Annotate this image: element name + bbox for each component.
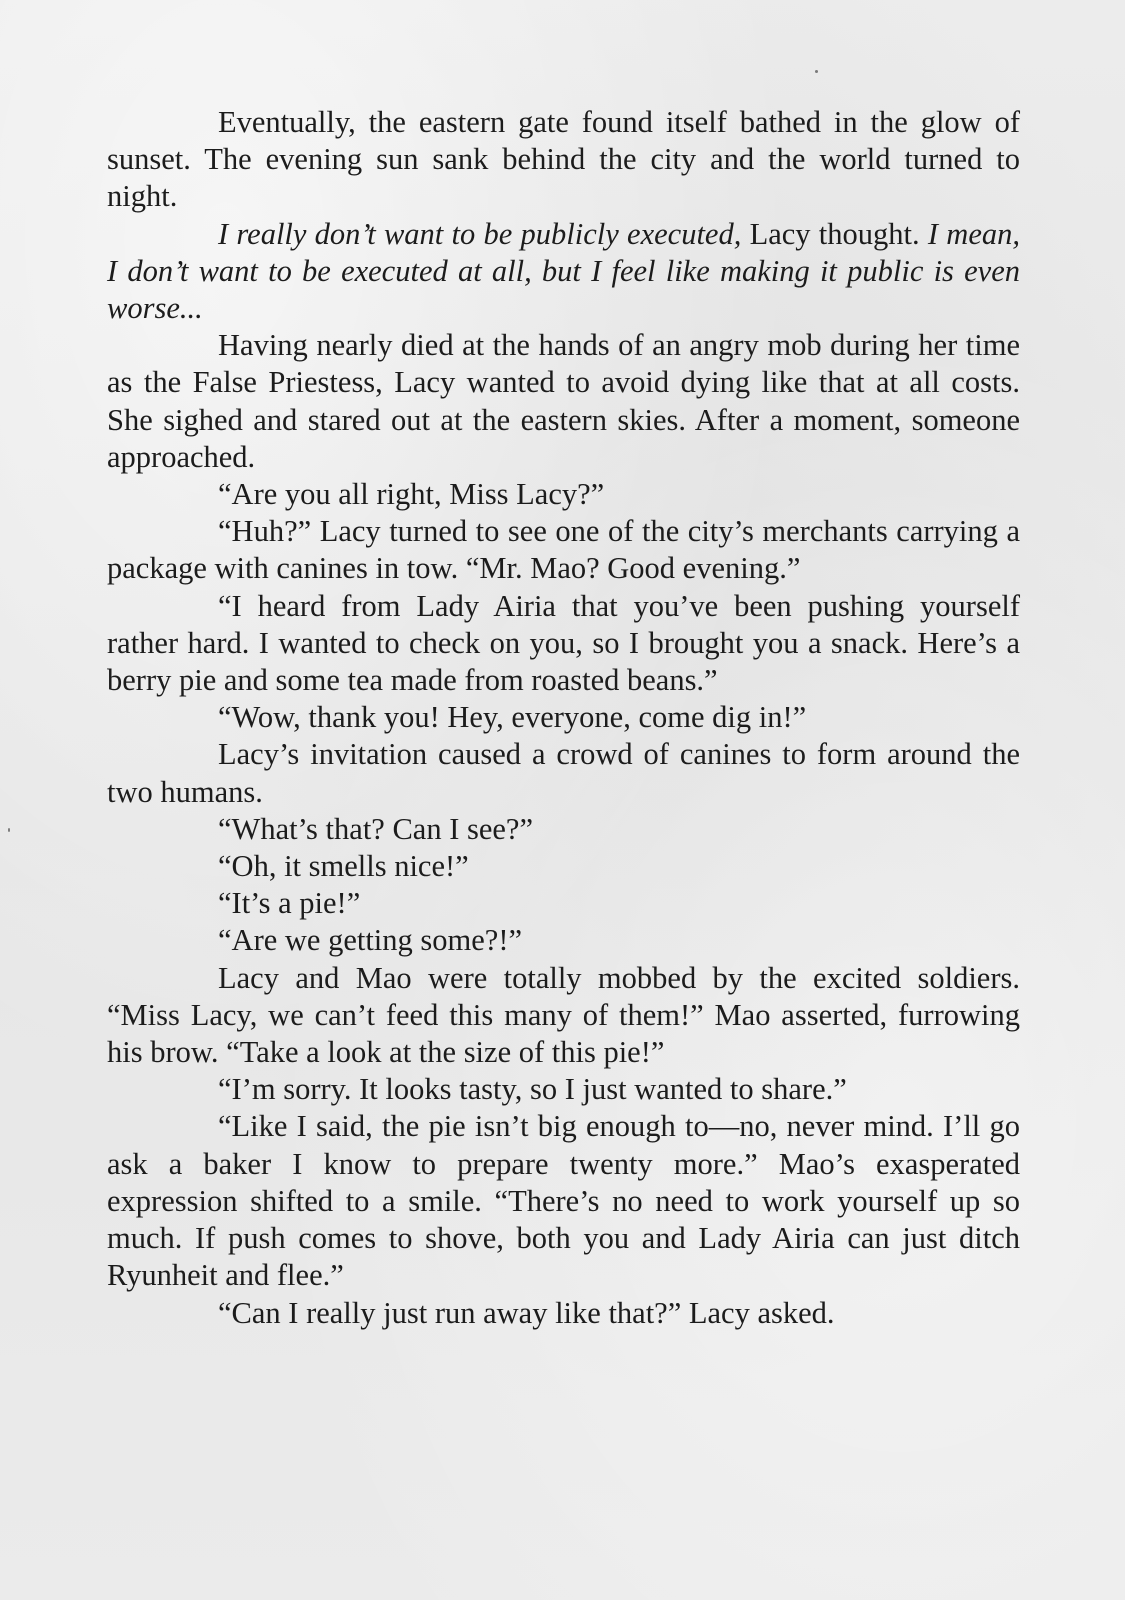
text-segment: “I’m sorry. It looks tasty, so I just wanted to share.”	[218, 1072, 847, 1107]
paragraph	[107, 848, 1020, 885]
text-segment: Lacy thought.	[741, 216, 928, 251]
paragraph	[107, 104, 1020, 216]
text-segment: “Wow, thank you! Hey, everyone, come dig in!”	[218, 700, 807, 735]
paragraph	[107, 736, 1020, 810]
text-segment-italic: I really don’t want to be publicly executed,	[218, 216, 742, 251]
text-segment: Having nearly died at the hands of an angry mob during her time as the False Priestess, Lacy wanted to avoid dying like that at all costs. She sighed and stared out at the eastern skies. After a moment, someone approached.	[107, 328, 1020, 474]
paragraph	[107, 513, 1020, 587]
paragraph	[107, 1295, 1020, 1332]
paragraph	[107, 1108, 1020, 1294]
paragraph	[107, 476, 1020, 513]
text-segment: “It’s a pie!”	[218, 886, 361, 921]
text-segment: “Huh?” Lacy turned to see one of the city’s merchants carrying a package with canines in tow. “Mr. Mao? Good evening.”	[107, 514, 1020, 586]
paragraph	[107, 327, 1020, 476]
text-segment: “Like I said, the pie isn’t big enough to—no, never mind. I’ll go ask a baker I know to prepare twenty more.” Mao’s exasperated expression shifted to a smile. “There’s no need to work yourself up so much. If push comes to shove, both you and Lady Airia can just ditch Ryunheit and flee.”	[107, 1109, 1020, 1293]
paper-speck	[8, 828, 10, 832]
text-segment: “What’s that? Can I see?”	[218, 811, 534, 846]
body-text	[107, 104, 1020, 1332]
text-segment: “Oh, it smells nice!”	[218, 849, 469, 884]
paper-speck	[815, 70, 818, 73]
paragraph	[107, 811, 1020, 848]
paragraph	[107, 588, 1020, 700]
paragraph	[107, 699, 1020, 736]
text-segment: Lacy’s invitation caused a crowd of canines to form around the two humans.	[107, 737, 1020, 809]
text-segment: “Are you all right, Miss Lacy?”	[218, 477, 605, 512]
text-segment: “I heard from Lady Airia that you’ve been pushing yourself rather hard. I wanted to check on you, so I brought you a snack. Here’s a berry pie and some tea made from roasted beans.”	[107, 588, 1020, 698]
text-segment: Eventually, the eastern gate found itself bathed in the glow of sunset. The evening sun sank behind the city and the world turned to night.	[107, 105, 1020, 214]
paragraph	[107, 960, 1020, 1072]
paragraph	[107, 885, 1020, 922]
paragraph	[107, 1071, 1020, 1108]
text-segment: “Can I really just run away like that?” Lacy asked.	[218, 1295, 835, 1330]
text-segment: Lacy and Mao were totally mobbed by the excited soldiers. “Miss Lacy, we can’t feed this many of them!” Mao asserted, furrowing his brow. “Take a look at the size of this pie!”	[107, 960, 1020, 1070]
paragraph	[107, 216, 1020, 328]
paragraph	[107, 922, 1020, 959]
text-segment-italic: I mean, I don’t want to be executed at all, but I feel like making it public is even worse...	[107, 216, 1020, 326]
text-segment: “Are we getting some?!”	[218, 923, 523, 958]
